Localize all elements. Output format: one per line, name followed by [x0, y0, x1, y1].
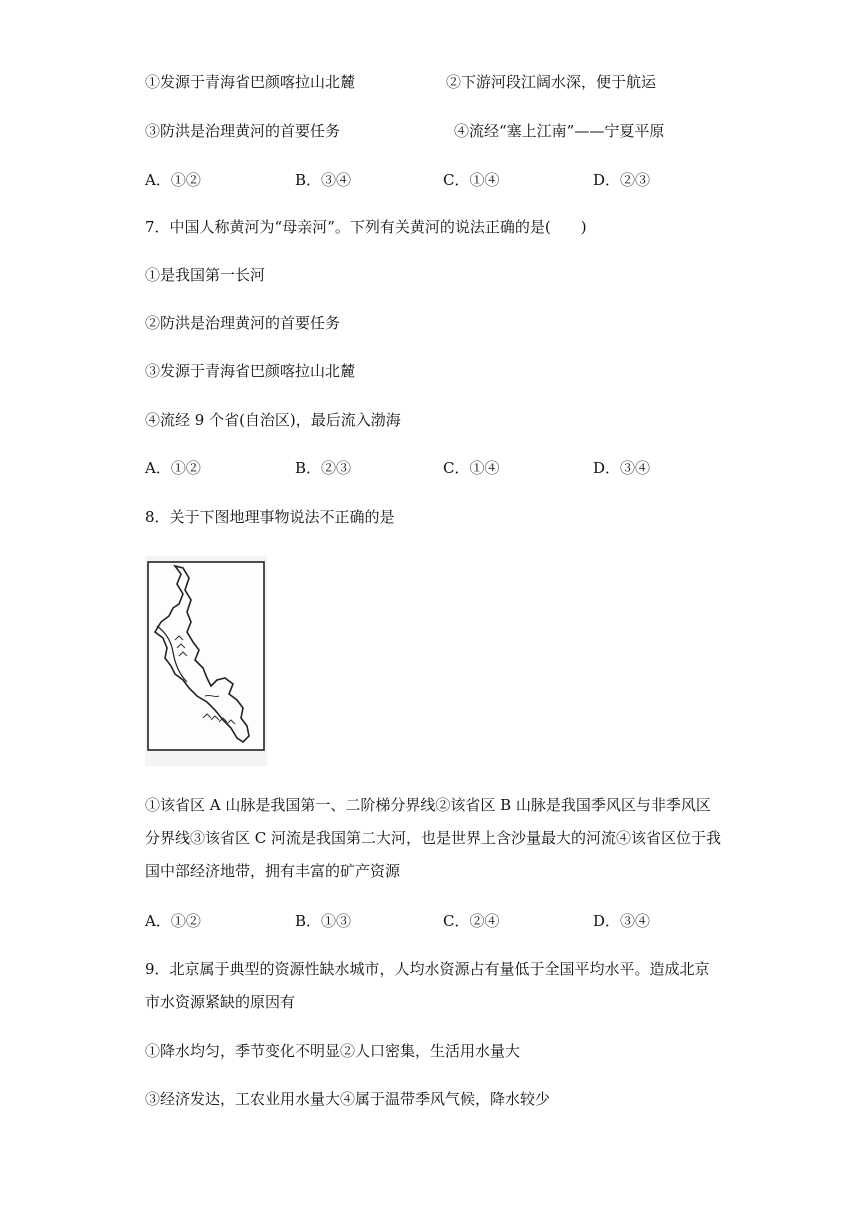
q7-option-a: A．①② [145, 459, 201, 477]
q7-statement-4: ④流经 9 个省(自治区)，最后流入渤海 [145, 411, 401, 429]
q9-statement-line-1: ①降水均匀，季节变化不明显②人口密集，生活用水量大 [145, 1042, 521, 1060]
q8-option-c: C．②④ [443, 912, 500, 930]
q6-option-b: B．③④ [295, 171, 352, 189]
q8-question: 8．关于下图地理事物说法不正确的是 [145, 508, 395, 526]
q6-option-d: D．②③ [593, 171, 651, 189]
q7-question: 7．中国人称黄河为“母亲河”。下列有关黄河的说法正确的是( ) [145, 218, 587, 236]
q6-statement-2: ②下游河段江阔水深，便于航运 [446, 73, 657, 91]
map-svg [145, 556, 267, 766]
q6-statement-1: ①发源于青海省巴颜喀拉山北麓 [145, 73, 356, 91]
q7-option-c: C．①④ [443, 459, 500, 477]
q6-option-a: A．①② [145, 171, 201, 189]
q8-stem-line-3: 国中部经济地带，拥有丰富的矿产资源 [145, 862, 401, 880]
q8-option-d: D．③④ [593, 912, 651, 930]
q8-option-b: B．①③ [295, 912, 352, 930]
q7-statement-1: ①是我国第一长河 [145, 266, 266, 284]
q7-option-d: D．③④ [593, 459, 651, 477]
q6-statement-3: ③防洪是治理黄河的首要任务 [145, 122, 341, 140]
q7-statement-2: ②防洪是治理黄河的首要任务 [145, 314, 341, 332]
q9-question-line-1: 9．北京属于典型的资源性缺水城市，人均水资源占有量低于全国平均水平。造成北京 [145, 960, 710, 978]
q7-statement-3: ③发源于青海省巴颜喀拉山北麓 [145, 362, 356, 380]
q8-option-a: A．①② [145, 912, 201, 930]
q6-option-c: C．①④ [443, 171, 500, 189]
q8-stem-line-2: 分界线③该省区 C 河流是我国第二大河，也是世界上含沙量最大的河流④该省区位于我 [145, 829, 722, 847]
q6-statement-4: ④流经“塞上江南”——宁夏平原 [454, 122, 665, 140]
q9-question-line-2: 市水资源紧缺的原因有 [145, 993, 296, 1011]
q9-statement-line-2: ③经济发达，工农业用水量大④属于温带季风气候，降水较少 [145, 1090, 551, 1108]
q7-option-b: B．②③ [295, 459, 352, 477]
q8-stem-line-1: ①该省区 A 山脉是我国第一、二阶梯分界线②该省区 B 山脉是我国季风区与非季风区 [145, 796, 711, 814]
province-outline-map [145, 556, 267, 766]
